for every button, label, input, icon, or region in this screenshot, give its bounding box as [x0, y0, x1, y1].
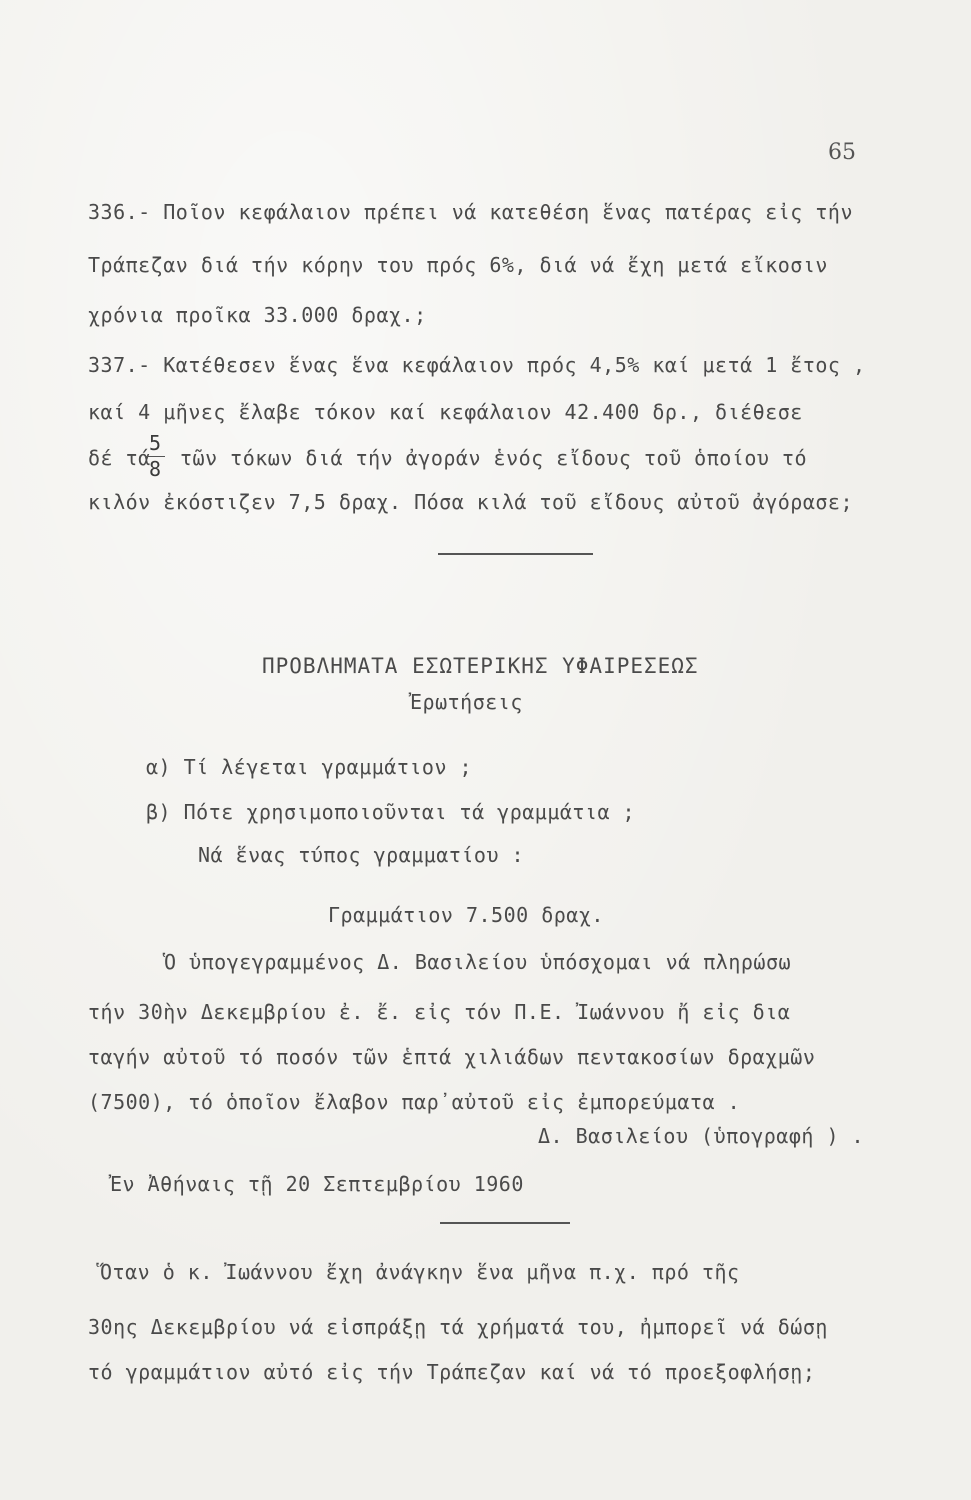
note-line-3: ταγήν αὐτοῦ τό ποσόν τῶν ἑπτά χιλιάδων πεντακοσίων δραχμῶν — [88, 1045, 816, 1069]
note-line-4: (7500), τό ὁποῖον ἔλαβον παρ᾽αὐτοῦ εἰς ἐμπορεύματα . — [88, 1090, 741, 1114]
questions-subtitle: Ἐρωτήσεις — [410, 690, 523, 714]
problem-337-line-1: 337.- Κατέθεσεν ἕνας ἕνα κεφάλαιον πρός 4,5% καί μετά 1 ἔτος , — [88, 353, 866, 377]
section-divider-top — [438, 553, 593, 555]
section-title: ΠΡΟΒΛΗΜΑΤΑ ΕΣΩΤΕΡΙΚΗΣ ΥΦΑΙΡΕΣΕΩΣ — [262, 654, 699, 678]
problem-336-line-2: Τράπεζαν διά τήν κόρην του πρός 6%, διά νά ἔχη μετά εἴκοσιν — [88, 253, 828, 277]
problem-337-line-3b: τῶν τόκων διά τήν ἀγοράν ἑνός εἴδους τοῦ ὁποίου τό — [180, 446, 808, 470]
closing-line-3: τό γραμμάτιον αὐτό εἰς τήν Τράπεζαν καί νά τό προεξοφλήσῃ; — [88, 1360, 816, 1384]
question-a: α) Τί λέγεται γραμμάτιον ; — [146, 755, 473, 779]
note-line-1: Ὁ ὑπογεγραμμένος Δ. Βασιλείου ὑπόσχομαι νά πληρώσω — [164, 950, 792, 974]
closing-line-1: Ὅταν ὁ κ. Ἰωάννου ἔχη ἀνάγκην ἕνα μῆνα π.χ. πρό τῆς — [100, 1260, 740, 1284]
closing-line-2: 30ης Δεκεμβρίου νά εἰσπράξῃ τά χρήματά του, ἠμπορεῖ νά δώσῃ — [88, 1315, 828, 1339]
section-divider-bottom — [440, 1222, 570, 1224]
fraction-numerator: 5 — [148, 431, 162, 455]
page-number: 65 — [828, 140, 856, 165]
signature-line: Δ. Βασιλείου (ὑπογραφή ) . — [538, 1124, 865, 1148]
problem-336-line-3: χρόνια προῖκα 33.000 δραχ.; — [88, 303, 427, 327]
problem-336-line-1: 336.- Ποῖον κεφάλαιον πρέπει νά κατεθέση ἕνας πατέρας εἰς τήν — [88, 200, 854, 224]
sample-intro: Νά ἕνας τύπος γραμματίου : — [198, 843, 525, 867]
problem-337-line-2: καί 4 μῆνες ἔλαβε τόκον καί κεφάλαιον 42.400 δρ., διέθεσε — [88, 400, 803, 424]
place-date-line: Ἐν Ἀθήναις τῇ 20 Σεπτεμβρίου 1960 — [110, 1172, 524, 1196]
fraction-denominator: 8 — [148, 457, 162, 481]
problem-337-line-3a: δέ τά — [88, 446, 151, 470]
note-heading: Γραμμάτιον 7.500 δραχ. — [328, 903, 604, 927]
note-line-2: τήν 30ὴν Δεκεμβρίου ἐ. ἔ. εἰς τόν Π.Ε. Ἰωάννου ἤ εἰς δια — [88, 1000, 791, 1024]
question-b: β) Πότε χρησιμοποιοῦνται τά γραμμάτια ; — [146, 800, 636, 824]
problem-337-line-4: κιλόν ἐκόστιζεν 7,5 δραχ. Πόσα κιλά τοῦ εἴδους αὐτοῦ ἀγόρασε; — [88, 490, 854, 514]
